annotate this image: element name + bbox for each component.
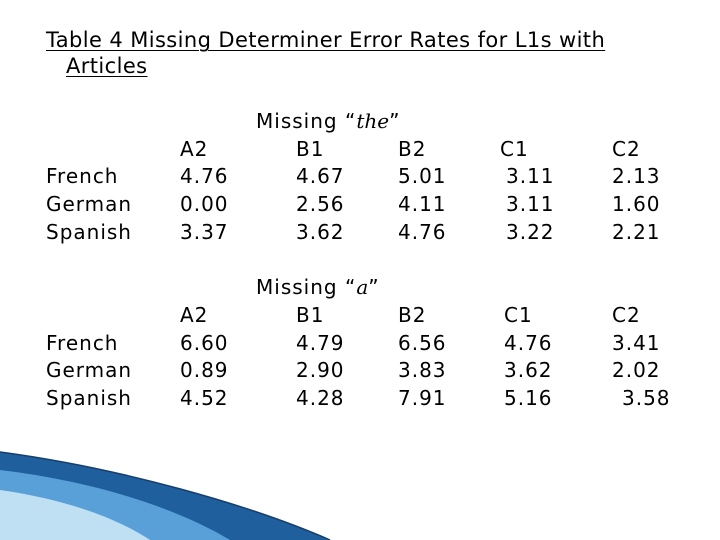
table-cell: 4.76 (504, 331, 553, 355)
table-cell: 6.56 (398, 331, 447, 355)
table-cell: 4.28 (296, 386, 345, 410)
column-header: B2 (398, 303, 427, 327)
column-header: B2 (398, 137, 427, 161)
table-cell: 1.60 (612, 192, 661, 216)
table-cell: 4.11 (398, 192, 447, 216)
table-cell: 0.00 (180, 192, 229, 216)
row-label: German (46, 192, 133, 216)
table-cell: 3.41 (612, 331, 661, 355)
table-cell: 4.76 (180, 164, 229, 188)
table-cell: 3.58 (622, 386, 671, 410)
table-caption: Missing “the” (256, 109, 401, 133)
table-cell: 5.16 (504, 386, 553, 410)
table-cell: 3.37 (180, 220, 229, 244)
column-header: B1 (296, 303, 325, 327)
row-label: Spanish (46, 220, 132, 244)
table-cell: 4.79 (296, 331, 345, 355)
table-cell: 4.67 (296, 164, 345, 188)
table-cell: 5.01 (398, 164, 447, 188)
table-cell: 3.22 (506, 220, 555, 244)
column-header: C2 (612, 137, 641, 161)
table-caption: Missing “a” (256, 275, 380, 299)
table-cell: 2.21 (612, 220, 661, 244)
row-label: Spanish (46, 386, 132, 410)
column-header: C1 (500, 137, 529, 161)
table-cell: 3.11 (506, 164, 555, 188)
row-label: German (46, 358, 133, 382)
title-line-2: Articles (66, 54, 148, 78)
table-cell: 2.90 (296, 358, 345, 382)
table-cell: 2.13 (612, 164, 661, 188)
row-label: French (46, 164, 119, 188)
table-cell: 0.89 (180, 358, 229, 382)
title-line-1: Table 4 Missing Determiner Error Rates for L1s with (46, 28, 606, 52)
table-cell: 4.52 (180, 386, 229, 410)
table-cell: 3.11 (506, 192, 555, 216)
row-label: French (46, 331, 119, 355)
column-header: A2 (180, 137, 209, 161)
table-cell: 4.76 (398, 220, 447, 244)
table-cell: 3.62 (296, 220, 345, 244)
column-header: C2 (612, 303, 641, 327)
column-header: C1 (504, 303, 533, 327)
table-cell: 3.62 (504, 358, 553, 382)
table-cell: 6.60 (180, 331, 229, 355)
table-cell: 3.83 (398, 358, 447, 382)
table-cell: 7.91 (398, 386, 447, 410)
column-header: A2 (180, 303, 209, 327)
table-cell: 2.02 (612, 358, 661, 382)
table-cell: 2.56 (296, 192, 345, 216)
column-header: B1 (296, 137, 325, 161)
